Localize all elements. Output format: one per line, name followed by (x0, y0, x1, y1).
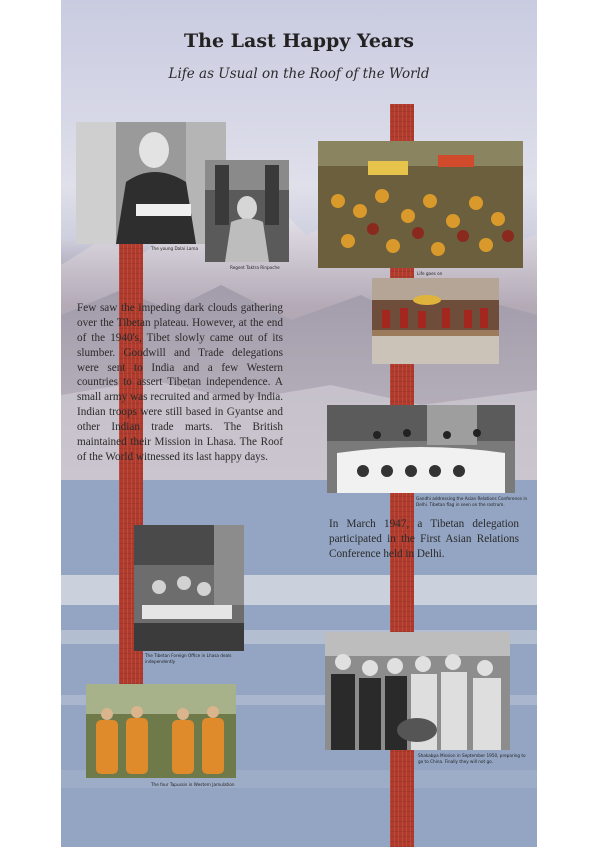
photo-shakabpa-mission (325, 632, 510, 750)
caption-procession: Life goes on (417, 271, 443, 276)
photo-gandhi-conference (327, 405, 515, 493)
caption-young-dalai-lama: The young Dalai Lama (151, 246, 199, 251)
photo-young-dalai-lama (76, 122, 226, 244)
caption-four-tapussis: The four Tapussis in Western Jamulation (151, 782, 235, 787)
caption-shakabpa-mission: Shakabpa Mission in September 1950, preparing to go to China. Finally they will not go. (418, 753, 526, 764)
intro-paragraph: Few saw the impeding dark clouds gathering over the Tibetan plateau. However, at the end of the 1940's, Tibet slowly came out of its slumber. Goodwill and Trade delegations were sent to India and a few Western countries to assert Tibetan independence. A small army was recruited and armed by India. Indian troops were still based in Gyantse and other Indian trade marts. The British maintained their Mission in Lhasa. The Roof of the World witnessed its last happy days. (77, 302, 283, 463)
caption-foreign-office: The Tibetan Foreign Office in Lhasa deals independently (145, 653, 232, 664)
photo-ceremony (372, 278, 499, 364)
caption-regent-taktra: Regent Taktra Rinpoche (230, 265, 280, 270)
photo-foreign-office (134, 525, 244, 651)
photo-four-tapussis (86, 684, 236, 778)
page-title: The Last Happy Years (184, 30, 414, 52)
page-subtitle: Life as Usual on the Roof of the World (168, 66, 430, 82)
conference-paragraph: In March 1947, a Tibetan delegation participated in the First Asian Relations Conference held in Delhi. (329, 518, 519, 560)
caption-gandhi-conference: Gandhi addressing the Asian Relations Conference in Delhi. Tibetan flag in seen on the rostrum. (416, 496, 528, 507)
photo-procession (318, 141, 523, 268)
poster (61, 0, 537, 847)
photo-regent-taktra (205, 160, 289, 262)
